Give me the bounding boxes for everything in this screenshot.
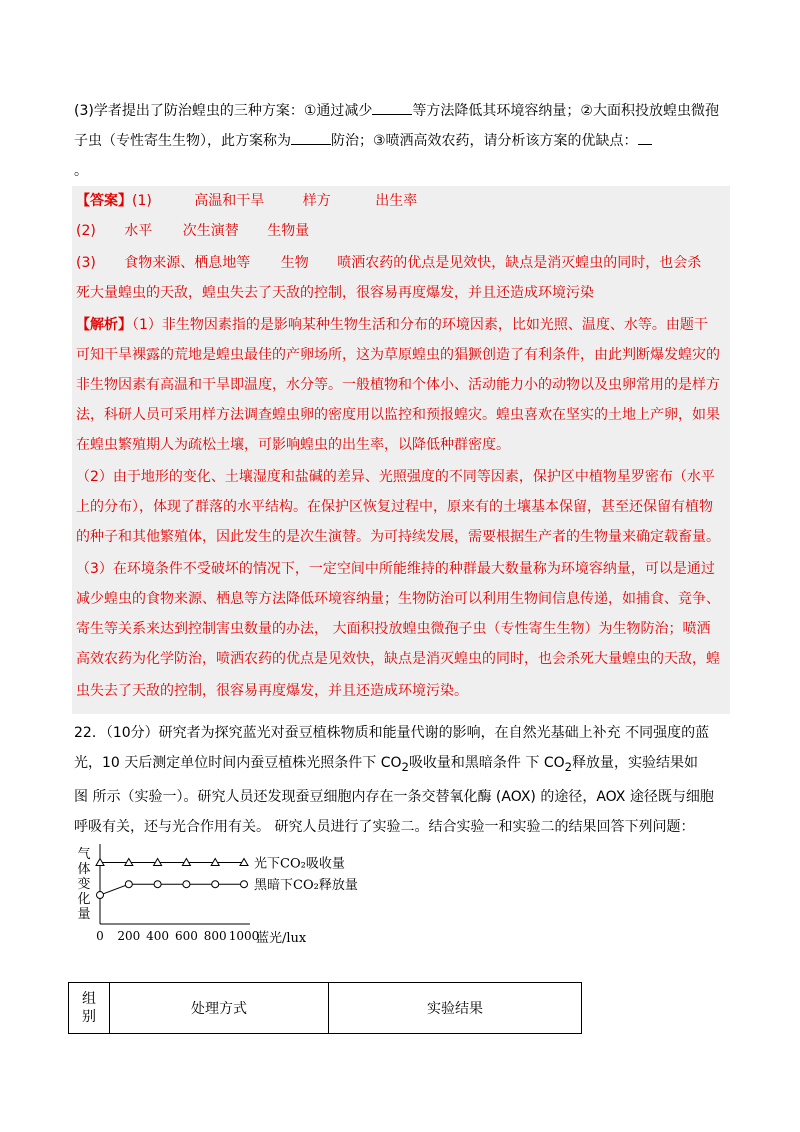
- answer-analysis-box: [72, 186, 730, 714]
- table-header-row: [69, 983, 582, 1034]
- data-point-circle: [183, 881, 190, 888]
- data-point-circle: [125, 881, 132, 888]
- analysis-line: 虫失去了天敌的控制，很容易再度爆发，并且还造成环境污染。: [76, 683, 468, 699]
- analysis-line: （3）在环境条件不受破坏的情况下，一定空间中所能维持的种群最大数量称为环境容纳量，可以是通过: [76, 561, 715, 577]
- experiment-table: [68, 982, 582, 1034]
- analysis-line: （1）非生物因素指的是影响某种生物生活和分布的环境因素，比如光照、温度、水等。由题干: [132, 317, 708, 333]
- analysis-line: 法，科研人员可采用样方法调查蝗虫卵的密度用以监控和预报蝗灾。蝗虫喜欢在坚实的土地上产卵，如果: [76, 407, 720, 423]
- answer-2b: 次生演替: [182, 223, 239, 239]
- data-point-circle: [97, 892, 104, 899]
- answer-tag: 【答案】: [76, 193, 132, 209]
- series-line-1: [100, 884, 244, 895]
- q3-text-2: 子虫（专性寄生生物），此方案称为: [74, 133, 291, 149]
- answer-1a: 高温和干旱: [194, 193, 265, 209]
- x-axis-label: 蓝光/lux: [256, 931, 307, 946]
- answer-2c: 生物量: [267, 223, 310, 239]
- analysis-line: 可知干旱裸露的荒地是蝗虫最佳的产卵场所，这为草原蝗虫的猖獗创造了有利条件，由此判断爆发蝗灾的: [76, 347, 720, 363]
- answer-2a: 水平: [124, 223, 153, 239]
- y-axis-label-char: 气: [77, 847, 91, 862]
- analysis-line: 非生物因素有高温和干旱即温度，水分等。一般植物和个体小、活动能力小的动物以及虫卵常用的是样方: [76, 377, 720, 393]
- question-3: [74, 96, 734, 186]
- legend-label-1: 黑暗下CO₂释放量: [254, 878, 358, 894]
- answer-3-continued: 死大量蝗虫的天敌，蝗虫失去了天敌的控制，很容易再度爆发，并且还造成环境污染: [76, 285, 594, 301]
- y-axis-label-char: 量: [77, 907, 91, 922]
- header-group: 组 别: [69, 983, 110, 1034]
- answer-1-number: (1): [132, 193, 152, 209]
- q22-line-3: 图 所示（实验一）。研究人员还发现蚕豆细胞内存在一条交替氧化酶 (AOX) 的途径，AOX 途径既与细胞: [74, 788, 714, 805]
- y-axis-label-char: 体: [77, 862, 91, 877]
- q3-text-3: 。: [74, 163, 88, 179]
- header-treatment: 处理方式: [110, 983, 329, 1034]
- y-axis-label-char: 化: [77, 892, 91, 907]
- answer-3c: 喷洒农药的优点是见效快，缺点是消灭蝗虫的同时，也会杀: [337, 255, 702, 271]
- co2-subscript: 2: [564, 759, 573, 774]
- q3-text-1: (3)学者提出了防治蝗虫的三种方案：①通过减少: [74, 103, 373, 119]
- q22-line-2: [74, 748, 734, 782]
- q22-line-4: 呼吸有关，还与光合作用有关。 研究人员进行了实验二。结合实验一和实验二的结果回答下列问题：: [74, 818, 695, 835]
- answer-2-number: (2): [76, 223, 96, 239]
- legend-label-0: 光下CO₂吸收量: [254, 856, 345, 872]
- answer-3a: 食物来源、栖息地等: [124, 255, 251, 271]
- answer-3-number: (3): [76, 255, 96, 271]
- analysis-line: 寄生等关系来达到控制害虫数量的办法， 大面积投放蝗虫微孢子虫（专性寄生生物）为生物防治；喷洒: [76, 621, 711, 637]
- q22-line-2-c: 释放量，实验结果如: [572, 755, 699, 771]
- analysis-line: 在蝗虫繁殖期人为疏松土壤，可影响蝗虫的出生率，以降低种群密度。: [76, 437, 510, 453]
- question-22: [74, 718, 734, 842]
- answer-3b: 生物: [280, 255, 309, 271]
- x-tick-label: 1000: [228, 929, 260, 943]
- analysis-line: 减少蝗虫的食物来源、栖息等方法降低环境容纳量；生物防治可以利用生物间信息传递，如捕食、竞争、: [76, 591, 720, 607]
- blank-2: [291, 130, 331, 145]
- x-tick-label: 0: [96, 929, 104, 943]
- blank-3: [638, 130, 652, 145]
- q22-line-2-b: 吸收量和黑暗条件 下 CO: [408, 755, 565, 771]
- x-tick-label: 400: [146, 929, 170, 943]
- blue-light-chart: [74, 840, 394, 954]
- analysis-line: 上的分布），体现了群落的水平结构。在保护区恢复过程中，原来有的土壤基本保留，甚至还保留有植物: [76, 499, 713, 515]
- answer-1c: 出生率: [375, 193, 418, 209]
- data-point-circle: [154, 881, 161, 888]
- analysis-line: 的种子和其他繁殖体，因此发生的是次生演替。为可持续发展，需要根据生产者的生物量来确定载畜量。: [76, 529, 720, 545]
- x-tick-label: 800: [203, 929, 227, 943]
- analysis-tag: 【解析】: [76, 317, 132, 333]
- x-tick-label: 600: [174, 929, 198, 943]
- y-axis-label-char: 变: [77, 877, 91, 892]
- answer-1b: 样方: [302, 193, 331, 209]
- q22-line-2-a: 光，10 天后测定单位时间内蚕豆植株光照条件下 CO: [74, 755, 402, 771]
- data-point-circle: [241, 881, 248, 888]
- q3-text-1b: 等方法降低其环境容纳量；②大面积投放蝗虫微孢: [412, 103, 719, 119]
- co2-subscript: 2: [401, 759, 409, 774]
- analysis-line: 高效农药为化学防治，喷洒农药的优点是见效快，缺点是消灭蝗虫的同时，也会杀死大量蝗虫的天敌，蝗: [76, 651, 720, 667]
- blank-1: [372, 100, 412, 115]
- header-result: 实验结果: [329, 983, 582, 1034]
- data-point-circle: [212, 881, 219, 888]
- q22-line-1: 22．（10分）研究者为探究蓝光对蚕豆植株物质和能量代谢的影响，在自然光基础上补充 不同强度的蓝: [74, 725, 710, 741]
- x-tick-label: 200: [117, 929, 141, 943]
- analysis-line: （2）由于地形的变化、土壤湿度和盐碱的差异、光照强度的不同等因素，保护区中植物星罗密布（水平: [76, 469, 715, 485]
- q3-text-2b: 防治；③喷洒高效农药，请分析该方案的优缺点：: [331, 133, 638, 149]
